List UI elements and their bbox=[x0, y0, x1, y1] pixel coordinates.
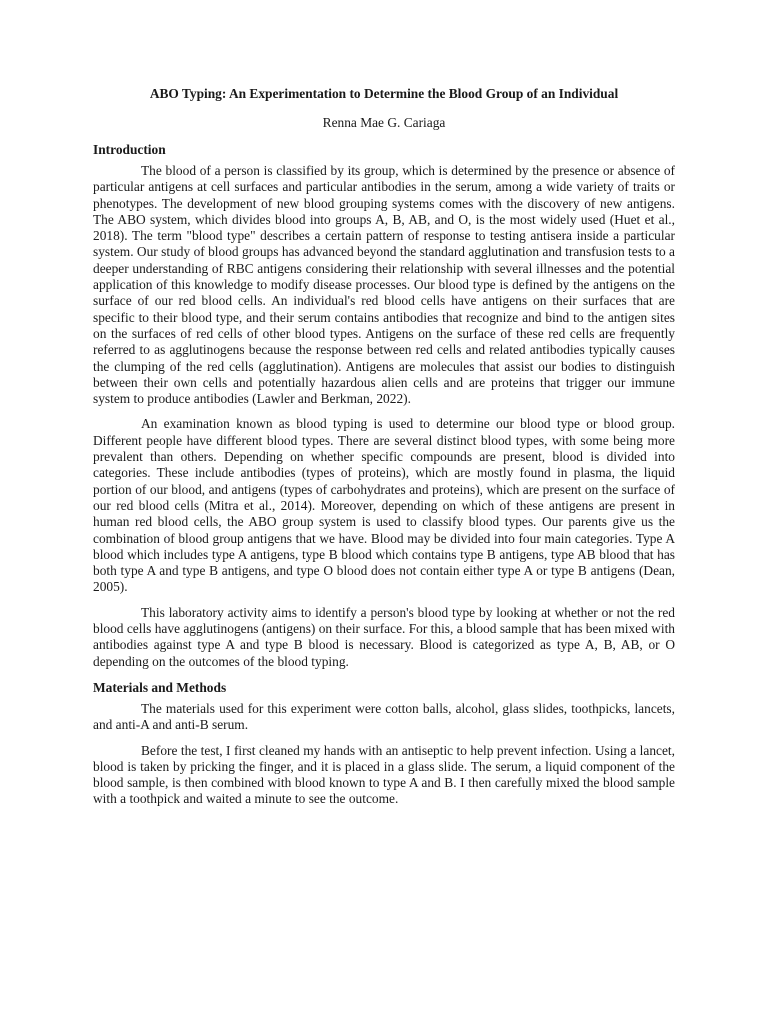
section-heading-introduction: Introduction bbox=[93, 142, 166, 157]
paragraph: An examination known as blood typing is used to determine our blood type or blood group. Different people have different blood types. There are several distinct blood types, with some being more prevalent than others. Depending on whether specific compounds are present, blood is divided into categories. These include antibodies (types of proteins), which are mostly found in plasma, the liquid portion of our blood, and antigens (types of carbohydrates and proteins), which are present on the surface of our red blood cells (Mitra et al., 2014). Moreover, depending on which of these antigens are present in human red blood cells, the ABO group system is used to classify blood types. Our parents give us the combination of blood group antigens that we have. Blood may be divided into four main categories. Type A blood which includes type A antigens, type B blood which contains type B antigens, type AB blood that has both type A and type B antigens, and type O blood does not contain either type A or type B antigens (Dean, 2005). bbox=[93, 416, 675, 595]
section-materials-and-methods bbox=[93, 680, 675, 808]
paragraph: The materials used for this experiment were cotton balls, alcohol, glass slides, toothpicks, lancets, and anti-A and anti-B serum. bbox=[93, 700, 675, 733]
paragraph: The blood of a person is classified by its group, which is determined by the presence or absence of particular antigens at cell surfaces and particular antibodies in the serum, among a wide variety of traits or phenotypes. The development of new blood grouping systems comes with the discovery of new antigens. The ABO system, which divides blood into groups A, B, AB, and O, is the most widely used (Huet et al., 2018). The term "blood type" describes a certain pattern of response to testing antisera inside a particular system. Our study of blood groups has advanced beyond the standard agglutination and transfusion tests to a deeper understanding of RBC antigens considering their relationship with several illnesses and the potential application of this knowledge to modify disease processes. Our blood type is defined by the antigens on the surface of our red blood cells. An individual's red blood cells have antigens on their surfaces that are specific to their blood type, and their serum contains antibodies that recognize and bind to the antigen sites on the surfaces of red cells of other blood types. Antigens on the surface of these red cells are frequently referred to as agglutinogens because the response between red cells and related antibodies typically causes the clumping of the red cells (agglutination). Antigens are molecules that assist our bodies to distinguish between their own cells and potentially hazardous alien cells and are proteins that trigger our immune system to produce antibodies (Lawler and Berkman, 2022). bbox=[93, 163, 675, 407]
paragraph: Before the test, I first cleaned my hands with an antiseptic to help prevent infection. Using a lancet, blood is taken by pricking the finger, and it is placed in a glass slide. The serum, a liquid component of the blood sample, is then combined with blood known to type A and B. I then carefully mixed the blood sample with a toothpick and waited a minute to see the outcome. bbox=[93, 742, 675, 807]
section-heading-materials-and-methods: Materials and Methods bbox=[93, 679, 227, 695]
document-author: Renna Mae G. Cariaga bbox=[322, 115, 446, 130]
document-title: ABO Typing: An Experimentation to Determine the Blood Group of an Individual bbox=[149, 86, 619, 101]
section-introduction bbox=[93, 142, 675, 670]
document-page bbox=[93, 86, 675, 817]
paragraph: This laboratory activity aims to identify a person's blood type by looking at whether or not the red blood cells have agglutinogens (antigens) on their surface. For this, a blood sample that has been mixed with antibodies against type A and type B blood is necessary. Blood is categorized as type A, B, AB, or O depending on the outcomes of the blood typing. bbox=[93, 604, 675, 669]
